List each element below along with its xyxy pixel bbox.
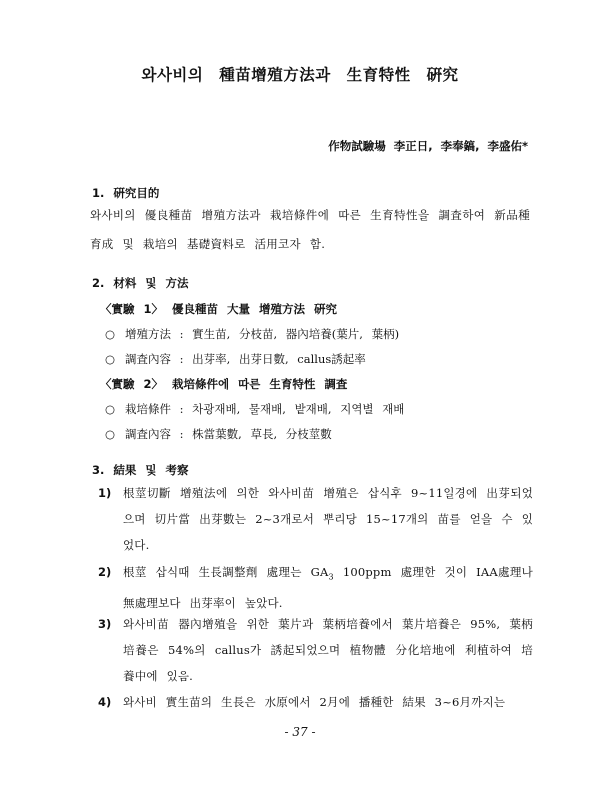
result-item: 根莖切斷 增殖法에 의한 와사비苗 增殖은 삽식후 9~11일경에 出芽되었으며 切片當 出芽數는 2~3개로서 뿌리당 15~17개의 苗를 얻을 수 있었다. bbox=[123, 486, 533, 552]
item-text: 調査內容 : 出芽率, 出芽日數, callus誘起率 bbox=[125, 352, 366, 366]
result-number: 2) bbox=[98, 565, 112, 579]
bullet: ○ bbox=[105, 327, 116, 341]
section-2-heading: 2. 材料 및 方法 bbox=[92, 276, 189, 290]
result-number: 1) bbox=[98, 486, 112, 500]
experiment-2-item bbox=[105, 401, 404, 417]
experiment-2-title: 〈實驗 2〉 栽培條件에 따른 生育特性 調査 bbox=[100, 377, 348, 391]
result-item: 와사비 實生苗의 生長은 水原에서 2月에 播種한 結果 3~6月까지는 bbox=[123, 695, 506, 709]
experiment-2-item bbox=[105, 426, 332, 442]
section-3-heading: 3. 結果 및 考察 bbox=[92, 463, 189, 477]
experiment-1-title: 〈實驗 1〉 優良種苗 大量 增殖方法 硏究 bbox=[100, 302, 338, 316]
item-text: 調査內容 : 株當葉數, 草長, 分枝莖數 bbox=[125, 427, 332, 441]
bullet: ○ bbox=[105, 427, 116, 441]
result-text-a: 根莖 삽식때 生長調整劑 處理는 GA bbox=[123, 565, 329, 579]
paper-title: 와사비의 種苗增殖方法과 生育特性 硏究 bbox=[141, 66, 459, 84]
experiment-1-item bbox=[105, 326, 399, 342]
experiment-1-item bbox=[105, 351, 366, 367]
bullet: ○ bbox=[105, 402, 116, 416]
result-item: 와사비苗 器內增殖을 위한 葉片과 葉柄培養에서 葉片培養은 95%, 葉柄培養은 54%의 callus가 誘起되었으며 植物體 分化培地에 利植하여 培養中에 있음. bbox=[123, 617, 533, 683]
item-text: 增殖方法 : 實生苗, 分枝苗, 器內培養(葉片, 葉柄) bbox=[125, 327, 400, 341]
page-number: - 37 - bbox=[284, 725, 316, 739]
section-1-body: 와사비의 優良種苗 增殖方法과 栽培條件에 따른 生育特性을 調査하여 新品種 育成 및 栽培의 基礎資料로 活用코자 함. bbox=[90, 208, 530, 251]
result-item bbox=[123, 559, 533, 616]
result-text-b: 100ppm 處理한 것이 IAA處理나 無處理보다 出芽率이 높았다. bbox=[123, 565, 533, 611]
subscript: 3 bbox=[328, 572, 334, 582]
item-text: 栽培條件 : 차광재배, 물재배, 밭재배, 지역별 재배 bbox=[125, 402, 405, 416]
result-number: 3) bbox=[98, 617, 112, 631]
bullet: ○ bbox=[105, 352, 116, 366]
result-number: 4) bbox=[98, 695, 112, 709]
authors: 作物試驗場 李正日, 李奉鎬, 李盛佑* bbox=[328, 139, 528, 153]
section-1-heading: 1. 硏究目的 bbox=[92, 186, 160, 200]
